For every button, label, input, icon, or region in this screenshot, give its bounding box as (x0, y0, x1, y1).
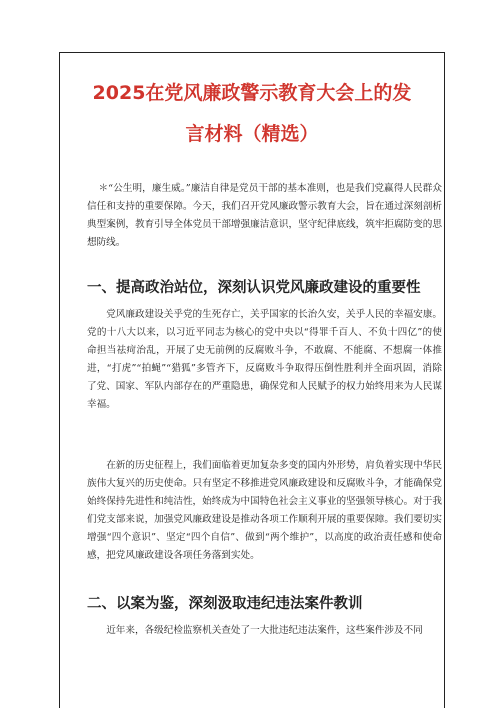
section-1-body (87, 306, 442, 414)
intro-paragraph: ＊“公生明，廉生威。”廉洁自律是党员干部的基本准则，也是我们党赢得人民群众信任和支持的重要保障。今天，我们召开党风廉政警示教育大会，旨在通过深刻剖析典型案例，教育引导全体党员干部增强廉洁意识，坚守纪律底线，筑牢拒腐防变的思想防线。 (87, 183, 442, 248)
section-1-paragraph-2: 在新的历史征程上，我们面临着更加复杂多变的国内外形势，肩负着实现中华民族伟大复兴的历史使命。只有坚定不移推进党风廉政建设和反腐败斗争，才能确保党始终保持先进性和纯洁性，始终成为中国特色社会主义事业的坚强领导核心。对于我们党支部来说，加强党风廉政建设是推动各项工作顺利开展的重要保障。我们要切实增强“四个意识”、坚定“四个自信”、做到“两个维护”，以高度的政治责任感和使命感，把党风廉政建设各项任务落到实处。 (87, 460, 442, 561)
section-2-heading: 二、以案为鉴，深刻汲取违纪违法案件教训 (87, 595, 363, 612)
section-1-paragraph-1: 党风廉政建设关乎党的生死存亡，关乎国家的长治久安，关乎人民的幸福安康。党的十八大以来，以习近平同志为核心的党中央以“得罪千百人、不负十四亿”的使命担当祛疴治乱，开展了史无前例的反腐败斗争，不敢腐、不能腐、不想腐一体推进，“打虎”“拍蝇”“猎狐”多管齐下，反腐败斗争取得压倒性胜利并全面巩固，消除了党、国家、军队内部存在的严重隐患，确保党和人民赋予的权力始终用来为人民谋幸福。 (87, 309, 442, 410)
section-2-paragraph-1: 近年来，各级纪检监察机关查处了一大批违纪违法案件，这些案件涉及不同 (106, 625, 423, 636)
section-1-body-2 (87, 457, 442, 565)
section-1-heading: 一、提高政治站位，深刻认识党风廉政建设的重要性 (87, 279, 421, 296)
section-2-body (87, 622, 442, 640)
intro-paragraph-block (87, 180, 442, 252)
document-title-line-2: 言材料（精选） (185, 123, 319, 145)
document-title-line-1: 2025在党风廉政警示教育大会上的发 (92, 82, 412, 104)
